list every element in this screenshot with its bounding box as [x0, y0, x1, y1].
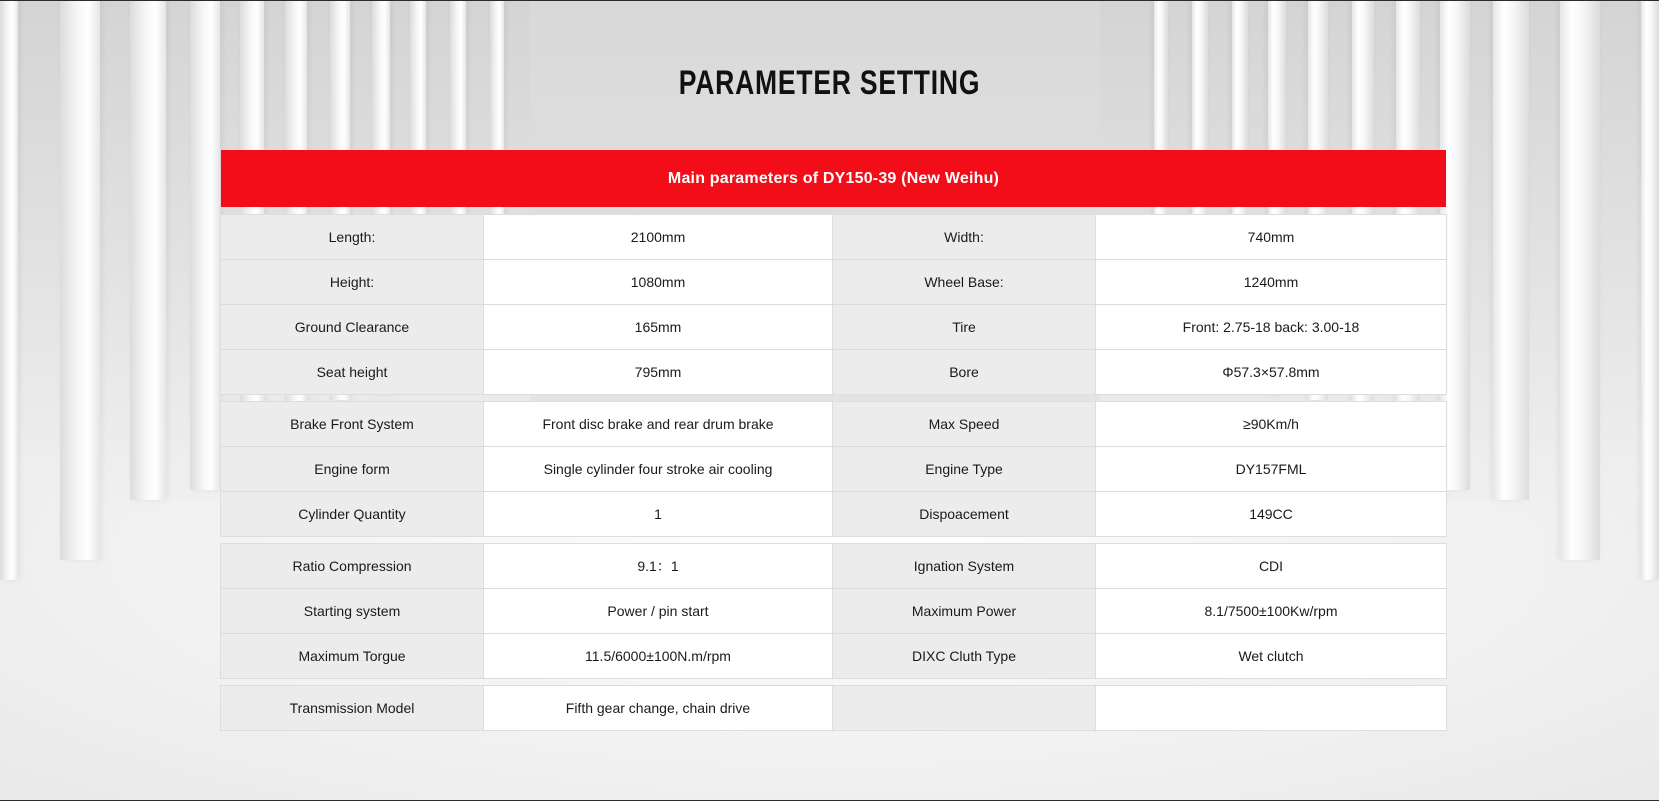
- param-label: Starting system: [221, 589, 483, 633]
- param-value: 149CC: [1095, 492, 1446, 536]
- param-value: 9.1：1: [483, 544, 833, 588]
- param-value: Front: 2.75-18 back: 3.00-18: [1095, 305, 1446, 349]
- table-row: [221, 260, 1446, 305]
- param-value: DY157FML: [1095, 447, 1446, 491]
- table-row: [221, 447, 1446, 492]
- param-label: Cylinder Quantity: [221, 492, 483, 536]
- param-value: 11.5/6000±100N.m/rpm: [483, 634, 833, 678]
- parameter-table: [221, 150, 1446, 738]
- param-value: 1240mm: [1095, 260, 1446, 304]
- param-value: 165mm: [483, 305, 833, 349]
- table-heading-banner: [221, 150, 1446, 207]
- param-label: Transmission Model: [221, 686, 483, 730]
- param-value: [1095, 686, 1446, 730]
- param-label: Height:: [221, 260, 483, 304]
- param-label: Maximum Power: [833, 589, 1095, 633]
- parameter-group: [221, 402, 1446, 536]
- param-label: Ground Clearance: [221, 305, 483, 349]
- pillar: [1560, 0, 1600, 560]
- table-row: [221, 305, 1446, 350]
- param-value: Wet clutch: [1095, 634, 1446, 678]
- param-label: Engine form: [221, 447, 483, 491]
- param-value: Front disc brake and rear drum brake: [483, 402, 833, 446]
- table-row: [221, 402, 1446, 447]
- table-row: [221, 215, 1446, 260]
- page-title: PARAMETER SETTING: [678, 64, 981, 102]
- param-label: Bore: [833, 350, 1095, 394]
- table-row: [221, 544, 1446, 589]
- param-label: Wheel Base:: [833, 260, 1095, 304]
- param-value: 1080mm: [483, 260, 833, 304]
- parameter-group: [221, 215, 1446, 394]
- pillar: [1641, 0, 1659, 580]
- param-value: ≥90Km/h: [1095, 402, 1446, 446]
- pillar: [0, 0, 18, 580]
- table-row: [221, 492, 1446, 536]
- param-label: Engine Type: [833, 447, 1095, 491]
- param-label: DIXC Cluth Type: [833, 634, 1095, 678]
- param-label: Tire: [833, 305, 1095, 349]
- pillar: [60, 0, 100, 560]
- param-value: Power / pin start: [483, 589, 833, 633]
- table-row: [221, 634, 1446, 678]
- param-value: 740mm: [1095, 215, 1446, 259]
- param-value: Single cylinder four stroke air cooling: [483, 447, 833, 491]
- param-label: Brake Front System: [221, 402, 483, 446]
- param-label: Dispoacement: [833, 492, 1095, 536]
- top-border: [0, 0, 1659, 1]
- param-value: 2100mm: [483, 215, 833, 259]
- param-label: [833, 686, 1095, 730]
- param-value: 8.1/7500±100Kw/rpm: [1095, 589, 1446, 633]
- param-label: Max Speed: [833, 402, 1095, 446]
- table-row: [221, 686, 1446, 730]
- table-row: [221, 350, 1446, 394]
- banner-gap: [221, 207, 1446, 215]
- param-value: CDI: [1095, 544, 1446, 588]
- param-value: Φ57.3×57.8mm: [1095, 350, 1446, 394]
- pillar: [1493, 0, 1529, 500]
- param-value: 1: [483, 492, 833, 536]
- table-body: [221, 215, 1446, 730]
- param-label: Seat height: [221, 350, 483, 394]
- param-label: Ignation System: [833, 544, 1095, 588]
- param-label: Length:: [221, 215, 483, 259]
- parameter-group: [221, 544, 1446, 678]
- param-label: Ratio Compression: [221, 544, 483, 588]
- pillar: [130, 0, 166, 500]
- param-value: 795mm: [483, 350, 833, 394]
- parameter-group: [221, 686, 1446, 730]
- table-heading: Main parameters of DY150-39 (New Weihu): [667, 169, 1000, 187]
- param-label: Width:: [833, 215, 1095, 259]
- table-row: [221, 589, 1446, 634]
- param-value: Fifth gear change, chain drive: [483, 686, 833, 730]
- param-label: Maximum Torgue: [221, 634, 483, 678]
